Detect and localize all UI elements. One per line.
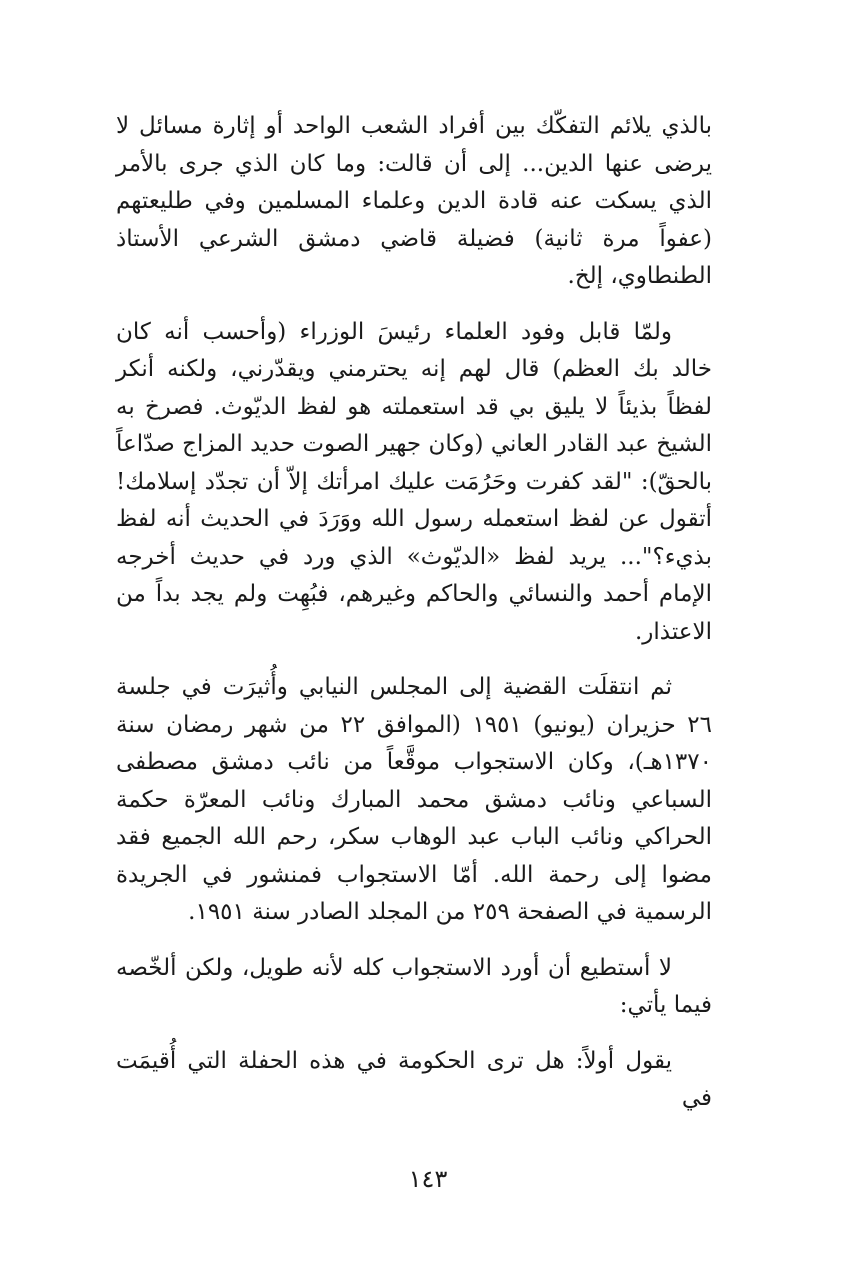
paragraph-5: يقول أولاً: هل ترى الحكومة في هذه الحفلة التي أُقيمَت في — [116, 1047, 712, 1111]
paragraph-2: ولمّا قابل وفود العلماء رئيسَ الوزراء (وأحسب أنه كان خالد بك العظم) قال لهم إنه يحترمني ويقدّرني، ولكنه أنكر لفظاً بذيئاً لا يليق بي قد استعملته هو لفظ الديّوث. فصرخ به الشيخ عبد القادر العاني (وكان جهير الصوت حديد المزاج صدّاعاً بالحقّ): "لقد كفرت وحَرُمَت عليك امرأتك إلاّ أن تجدّد إسلامك! أتقول عن لفظ استعمله رسول الله ووَرَدَ في الحديث أنه لفظ بذيء؟"... يريد لفظ «الديّوث» الذي ورد في حديث أخرجه الإمام أحمد والنسائي والحاكم وغيرهم، فبُهِت ولم يجد بداً من الاعتذار. — [116, 318, 713, 645]
page-number: ١٤٣ — [408, 1165, 448, 1193]
page-body — [116, 108, 712, 1136]
paragraph-1: بالذي يلائم التفكّك بين أفراد الشعب الواحد أو إثارة مسائل لا يرضى عنها الدين... إلى أن قالت: وما كان الذي جرى بالأمر الذي يسكت عنه قادة الدين وعلماء المسلمين وفي طليعتهم (عفواً مرة ثانية) فضيلة قاضي دمشق الشرعي الأستاذ الطنطاوي، إلخ. — [116, 113, 712, 289]
paragraph-3: ثم انتقلَت القضية إلى المجلس النيابي وأُثيرَت في جلسة ٢٦ حزيران (يونيو) ١٩٥١ (الموافق ٢٢ من شهر رمضان سنة ١٣٧٠هـ)، وكان الاستجواب موقَّعاً من نائب دمشق مصطفى السباعي ونائب دمشق محمد المبارك ونائب المعرّة حكمة الحراكي ونائب الباب عبد الوهاب سكر، رحم الله الجميع فقد مضوا إلى رحمة الله. أمّا الاستجواب فمنشور في الجريدة الرسمية في الصفحة ٢٥٩ من المجلد الصادر سنة ١٩٥١. — [116, 674, 713, 925]
paragraph-4: لا أستطيع أن أورد الاستجواب كله لأنه طويل، ولكن ألخّصه فيما يأتي: — [116, 954, 712, 1018]
